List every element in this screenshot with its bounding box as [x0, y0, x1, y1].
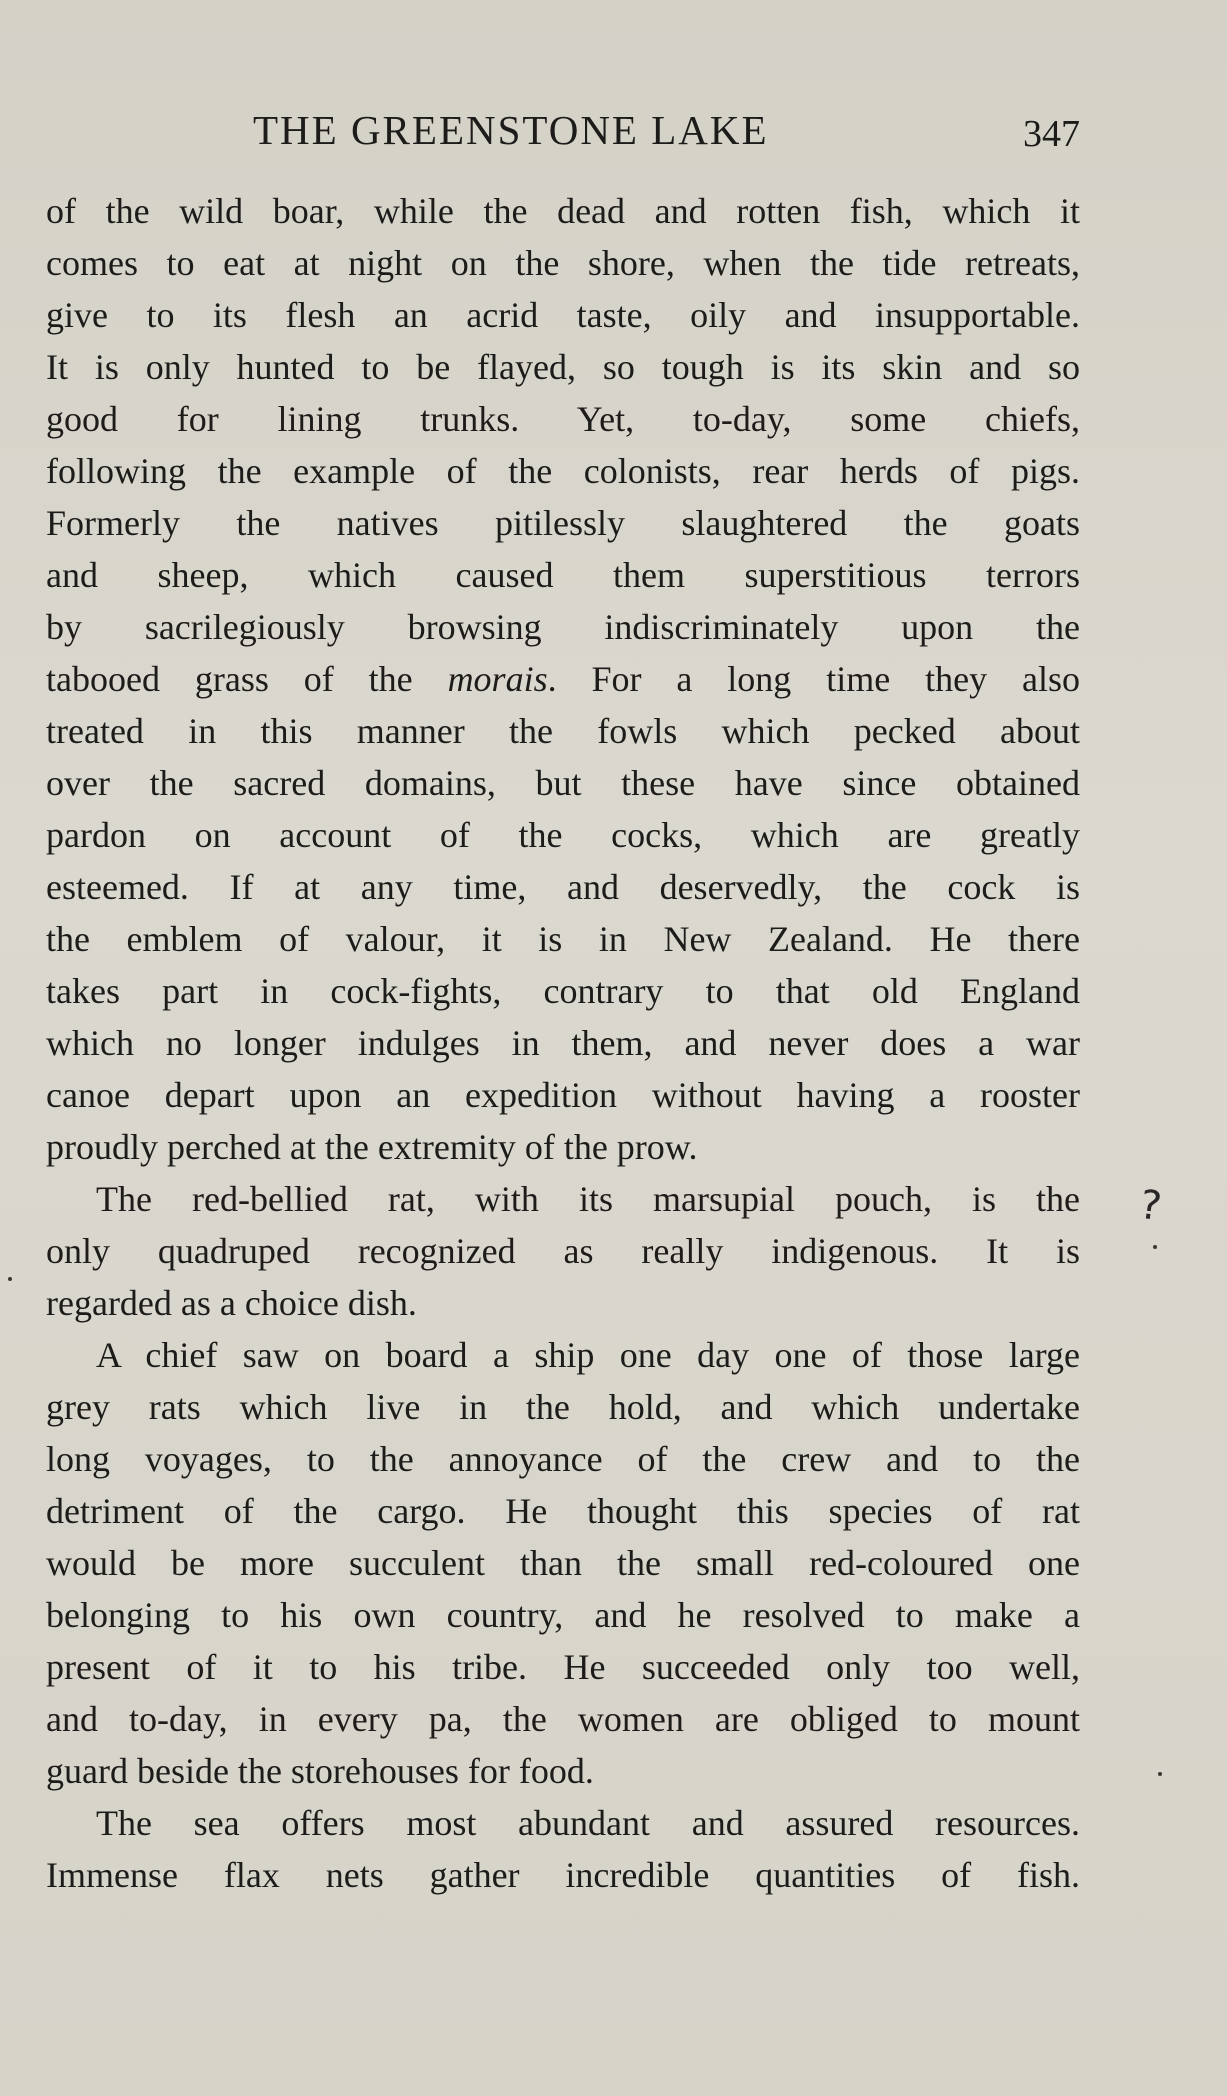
text-line: detriment of the cargo. He thought this species of rat: [46, 1491, 1080, 1531]
text-line: A chief saw on board a ship one day one of those large: [96, 1335, 1080, 1375]
text-line: of the wild boar, while the dead and rotten fish, which it: [46, 191, 1080, 231]
text-line: present of it to his tribe. He succeeded only too well,: [46, 1647, 1080, 1687]
page-header: [48, 100, 1080, 160]
text-line: belonging to his own country, and he resolved to make a: [46, 1595, 1080, 1635]
ink-speck: [1158, 1772, 1162, 1776]
text-line: over the sacred domains, but these have since obtained: [46, 763, 1080, 803]
text-line: and sheep, which caused them superstitious terrors: [46, 555, 1080, 595]
text-line: good for lining trunks. Yet, to-day, some chiefs,: [46, 399, 1080, 439]
text-line: Immense flax nets gather incredible quantities of fish.: [46, 1855, 1080, 1895]
text-line: give to its flesh an acrid taste, oily and insupportable.: [46, 295, 1080, 335]
text-line: treated in this manner the fowls which pecked about: [46, 711, 1080, 751]
text-line: The red-bellied rat, with its marsupial pouch, is the: [96, 1179, 1080, 1219]
text-line: would be more succulent than the small red-coloured one: [46, 1543, 1080, 1583]
text-line: comes to eat at night on the shore, when the tide retreats,: [46, 243, 1080, 283]
page-number: 347: [1023, 113, 1080, 155]
body-text: [46, 185, 1080, 1901]
text-line: which no longer indulges in them, and never does a war: [46, 1023, 1080, 1063]
text-line: Formerly the natives pitilessly slaughtered the goats: [46, 503, 1080, 543]
margin-question-mark: ?: [1136, 1181, 1165, 1231]
text-line: takes part in cock-fights, contrary to that old England: [46, 971, 1080, 1011]
text-segment: . For a long time they also: [547, 659, 1080, 699]
text-line: following the example of the colonists, rear herds of pigs.: [46, 451, 1080, 491]
text-line: canoe depart upon an expedition without having a rooster: [46, 1075, 1080, 1115]
text-line: only quadruped recognized as really indigenous. It is: [46, 1231, 1080, 1271]
text-line: regarded as a choice dish.: [46, 1283, 417, 1323]
text-line: the emblem of valour, it is in New Zealand. He there: [46, 919, 1080, 959]
ink-speck: [1153, 1245, 1157, 1249]
text-line: guard beside the storehouses for food.: [46, 1751, 594, 1791]
text-line: It is only hunted to be flayed, so tough is its skin and so: [46, 347, 1080, 387]
text-line: proudly perched at the extremity of the prow.: [46, 1127, 698, 1167]
text-line: by sacrilegiously browsing indiscriminately upon the: [46, 607, 1080, 647]
text-line: and to-day, in every pa, the women are obliged to mount: [46, 1699, 1080, 1739]
text-line: esteemed. If at any time, and deservedly, the cock is: [46, 867, 1080, 907]
text-line: pardon on account of the cocks, which are greatly: [46, 815, 1080, 855]
text-line: grey rats which live in the hold, and which undertake: [46, 1387, 1080, 1427]
ink-speck: [8, 1277, 12, 1281]
text-line: The sea offers most abundant and assured resources.: [96, 1803, 1080, 1843]
running-title: THE GREENSTONE LAKE: [253, 107, 769, 153]
italic-word: morais: [447, 659, 548, 699]
text-line: long voyages, to the annoyance of the crew and to the: [46, 1439, 1080, 1479]
text-segment: tabooed grass of the: [46, 659, 448, 699]
text-line-with-italic: [46, 653, 1080, 705]
